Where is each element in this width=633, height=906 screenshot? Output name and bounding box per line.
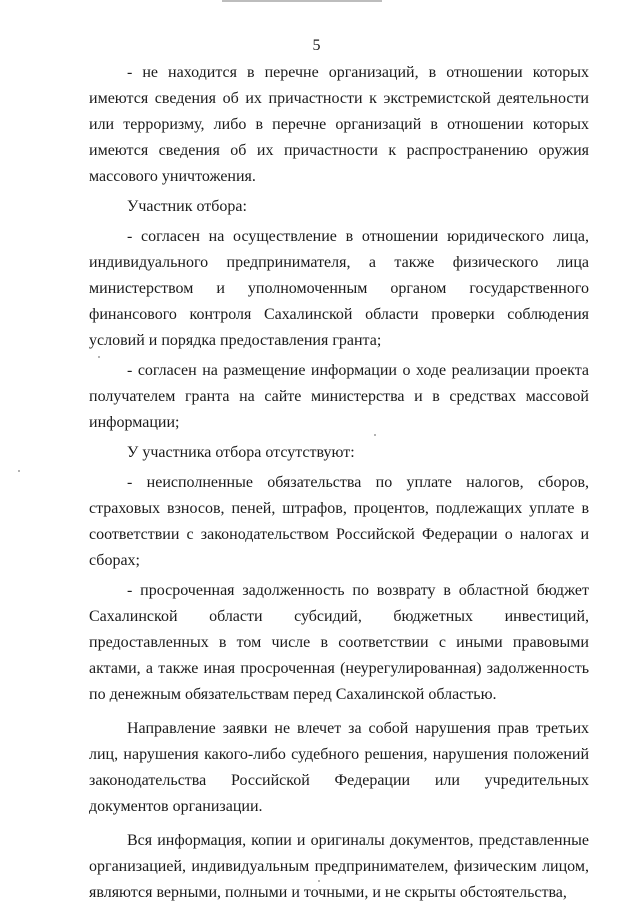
paragraph-overdue-debt: - просроченная задолженность по возврату в областной бюджет Сахалинской области субсидий, бюджетных инвестиций, предоставленных в том числе в соответствии с иными правовыми актами, а также иная просроченная (неурегулированная) задолженность по денежным обязательствам перед Сахалинской областью. (89, 582, 589, 703)
paragraph-no-violations: Направление заявки не влечет за собой нарушения прав третьих лиц, нарушения какого-либо судебного решения, нарушения положений законодательства Российской Федерации или учредительных документов организации. (89, 720, 589, 815)
page-number: 5 (312, 37, 321, 54)
scan-speck (18, 470, 20, 472)
document-body (89, 60, 589, 906)
paragraph-participant-heading: Участник отбора: (127, 198, 247, 215)
paragraph-consent-inspection: - согласен на осуществление в отношении юридического лица, индивидуального предпринимателя, а также физического лица министерством и уполномоченным органом государственного финансового контроля Сахалинской области проверки соблюдения условий и порядка предоставления гранта; (89, 228, 589, 349)
paragraph-information-accuracy: Вся информация, копии и оригиналы документов, представленные организацией, индивидуальным предпринимателем, физическим лицом, являются верными, полными и точными, и не скрыты обстоятельства, (89, 832, 589, 901)
scan-speck (98, 356, 100, 358)
paragraph-consent-publication: - согласен на размещение информации о ходе реализации проекта получателем гранта на сайте министерства и в средствах массовой информации; (89, 362, 589, 431)
paragraph-not-in-list: - не находится в перечне организаций, в отношении которых имеются сведения об их причастности к экстремистской деятельности или терроризму, либо в перечне организаций в отношении которых имеются сведения об их причастности к распространению оружия массового уничтожения. (89, 64, 589, 185)
scan-edge-line (222, 0, 382, 2)
paragraph-absent-heading: У участника отбора отсутствуют: (127, 444, 355, 461)
scan-speck (374, 434, 376, 436)
paragraph-tax-obligations: - неисполненные обязательства по уплате налогов, сборов, страховых взносов, пеней, штрафов, процентов, подлежащих уплате в соответствии с законодательством Российской Федерации о налогах и сборах; (89, 474, 589, 569)
scan-speck (318, 880, 320, 882)
